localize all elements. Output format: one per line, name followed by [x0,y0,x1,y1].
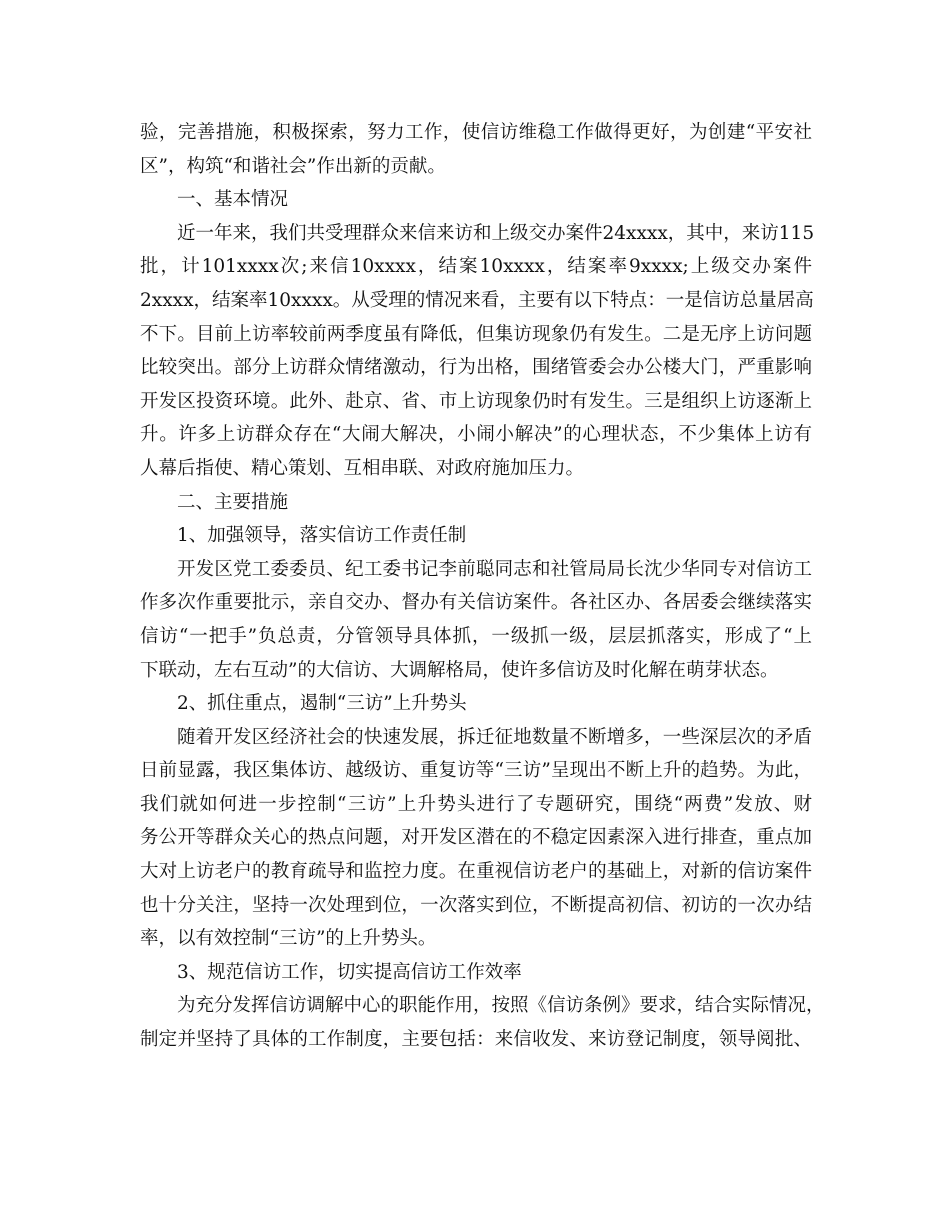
text-line: 我们就如何进一步控制“三访”上升势头进行了专题研究，围绕“两费”发放、财 [140,793,812,815]
document-body [140,116,825,1057]
text-line: 信访“一把手”负总责，分管领导具体抓，一级抓一级，层层抓落实，形成了“上 [140,625,812,647]
text-line: 二、主要措施 [177,491,289,513]
text-line: 大对上访老户的教育疏导和监控力度。在重视信访老户的基础上，对新的信访案件 [140,861,812,883]
text-line: 2xxxx，结案率10xxxx。从受理的情况来看，主要有以下特点：一是信访总量居高 [140,289,814,311]
text-line: 2、抓住重点，遏制“三访”上升势头 [177,693,467,715]
text-line: 随着开发区经济社会的快速发展，拆迁征地数量不断增多，一些深层次的矛盾 [177,726,812,748]
text-line: 区”，构筑“和谐社会”作出新的贡献。 [140,155,446,177]
text-line: 制定并坚持了具体的工作制度，主要包括：来信收发、来访登记制度，领导阅批、 [140,1029,812,1051]
text-line: 验，完善措施，积极探索，努力工作，使信访维稳工作做得更好，为创建“平安社 [140,122,812,143]
text-line: 1、加强领导，落实信访工作责任制 [177,525,467,547]
text-line: 下联动，左右互动”的大信访、大调解格局，使许多信访及时化解在萌芽状态。 [140,659,779,681]
text-line: 也十分关注，坚持一次处理到位，一次落实到位，不断提高初信、初访的一次办结 [140,894,812,916]
text-line: 作多次作重要批示，亲自交办、督办有关信访案件。各社区办、各居委会继续落实 [140,592,812,614]
text-line: 率，以有效控制“三访”的上升势头。 [140,928,437,950]
text-line: 近一年来，我们共受理群众来信来访和上级交办案件24xxxx，其中，来访115 [177,222,815,244]
text-line: 一、基本情况 [177,189,289,211]
text-line: 开发区投资环境。此外、赴京、省、市上访现象仍时有发生。三是组织上访逐渐上 [140,390,812,412]
text-line: 开发区党工委委员、纪工委书记李前聪同志和社管局局长沈少华同专对信访工 [177,558,812,580]
text-line: 为充分发挥信访调解中心的职能作用，按照《信访条例》要求，结合实际情况， [177,995,825,1017]
text-line: 人幕后指使、精心策划、互相串联、对政府施加压力。 [140,457,585,479]
text-line: 不下。目前上访率较前两季度虽有降低，但集访现象仍有发生。二是无序上访问题 [140,323,812,345]
text-line: 批，计101xxxx次;来信10xxxx，结案10xxxx，结案率9xxxx;上级交办案件 [140,256,812,278]
text-line: 升。许多上访群众存在“大闹大解决，小闹小解决”的心理状态，不少集体上访有 [140,424,812,446]
text-line: 比较突出。部分上访群众情绪激动，行为出格，围绪管委会办公楼大门，严重影响 [140,357,812,379]
text-line: 日前显露，我区集体访、越级访、重复访等“三访”呈现出不断上升的趋势。为此， [140,760,812,782]
text-line: 3、规范信访工作，切实提高信访工作效率 [177,961,522,983]
text-line: 务公开等群众关心的热点问题，对开发区潜在的不稳定因素深入进行排查，重点加 [140,827,812,849]
